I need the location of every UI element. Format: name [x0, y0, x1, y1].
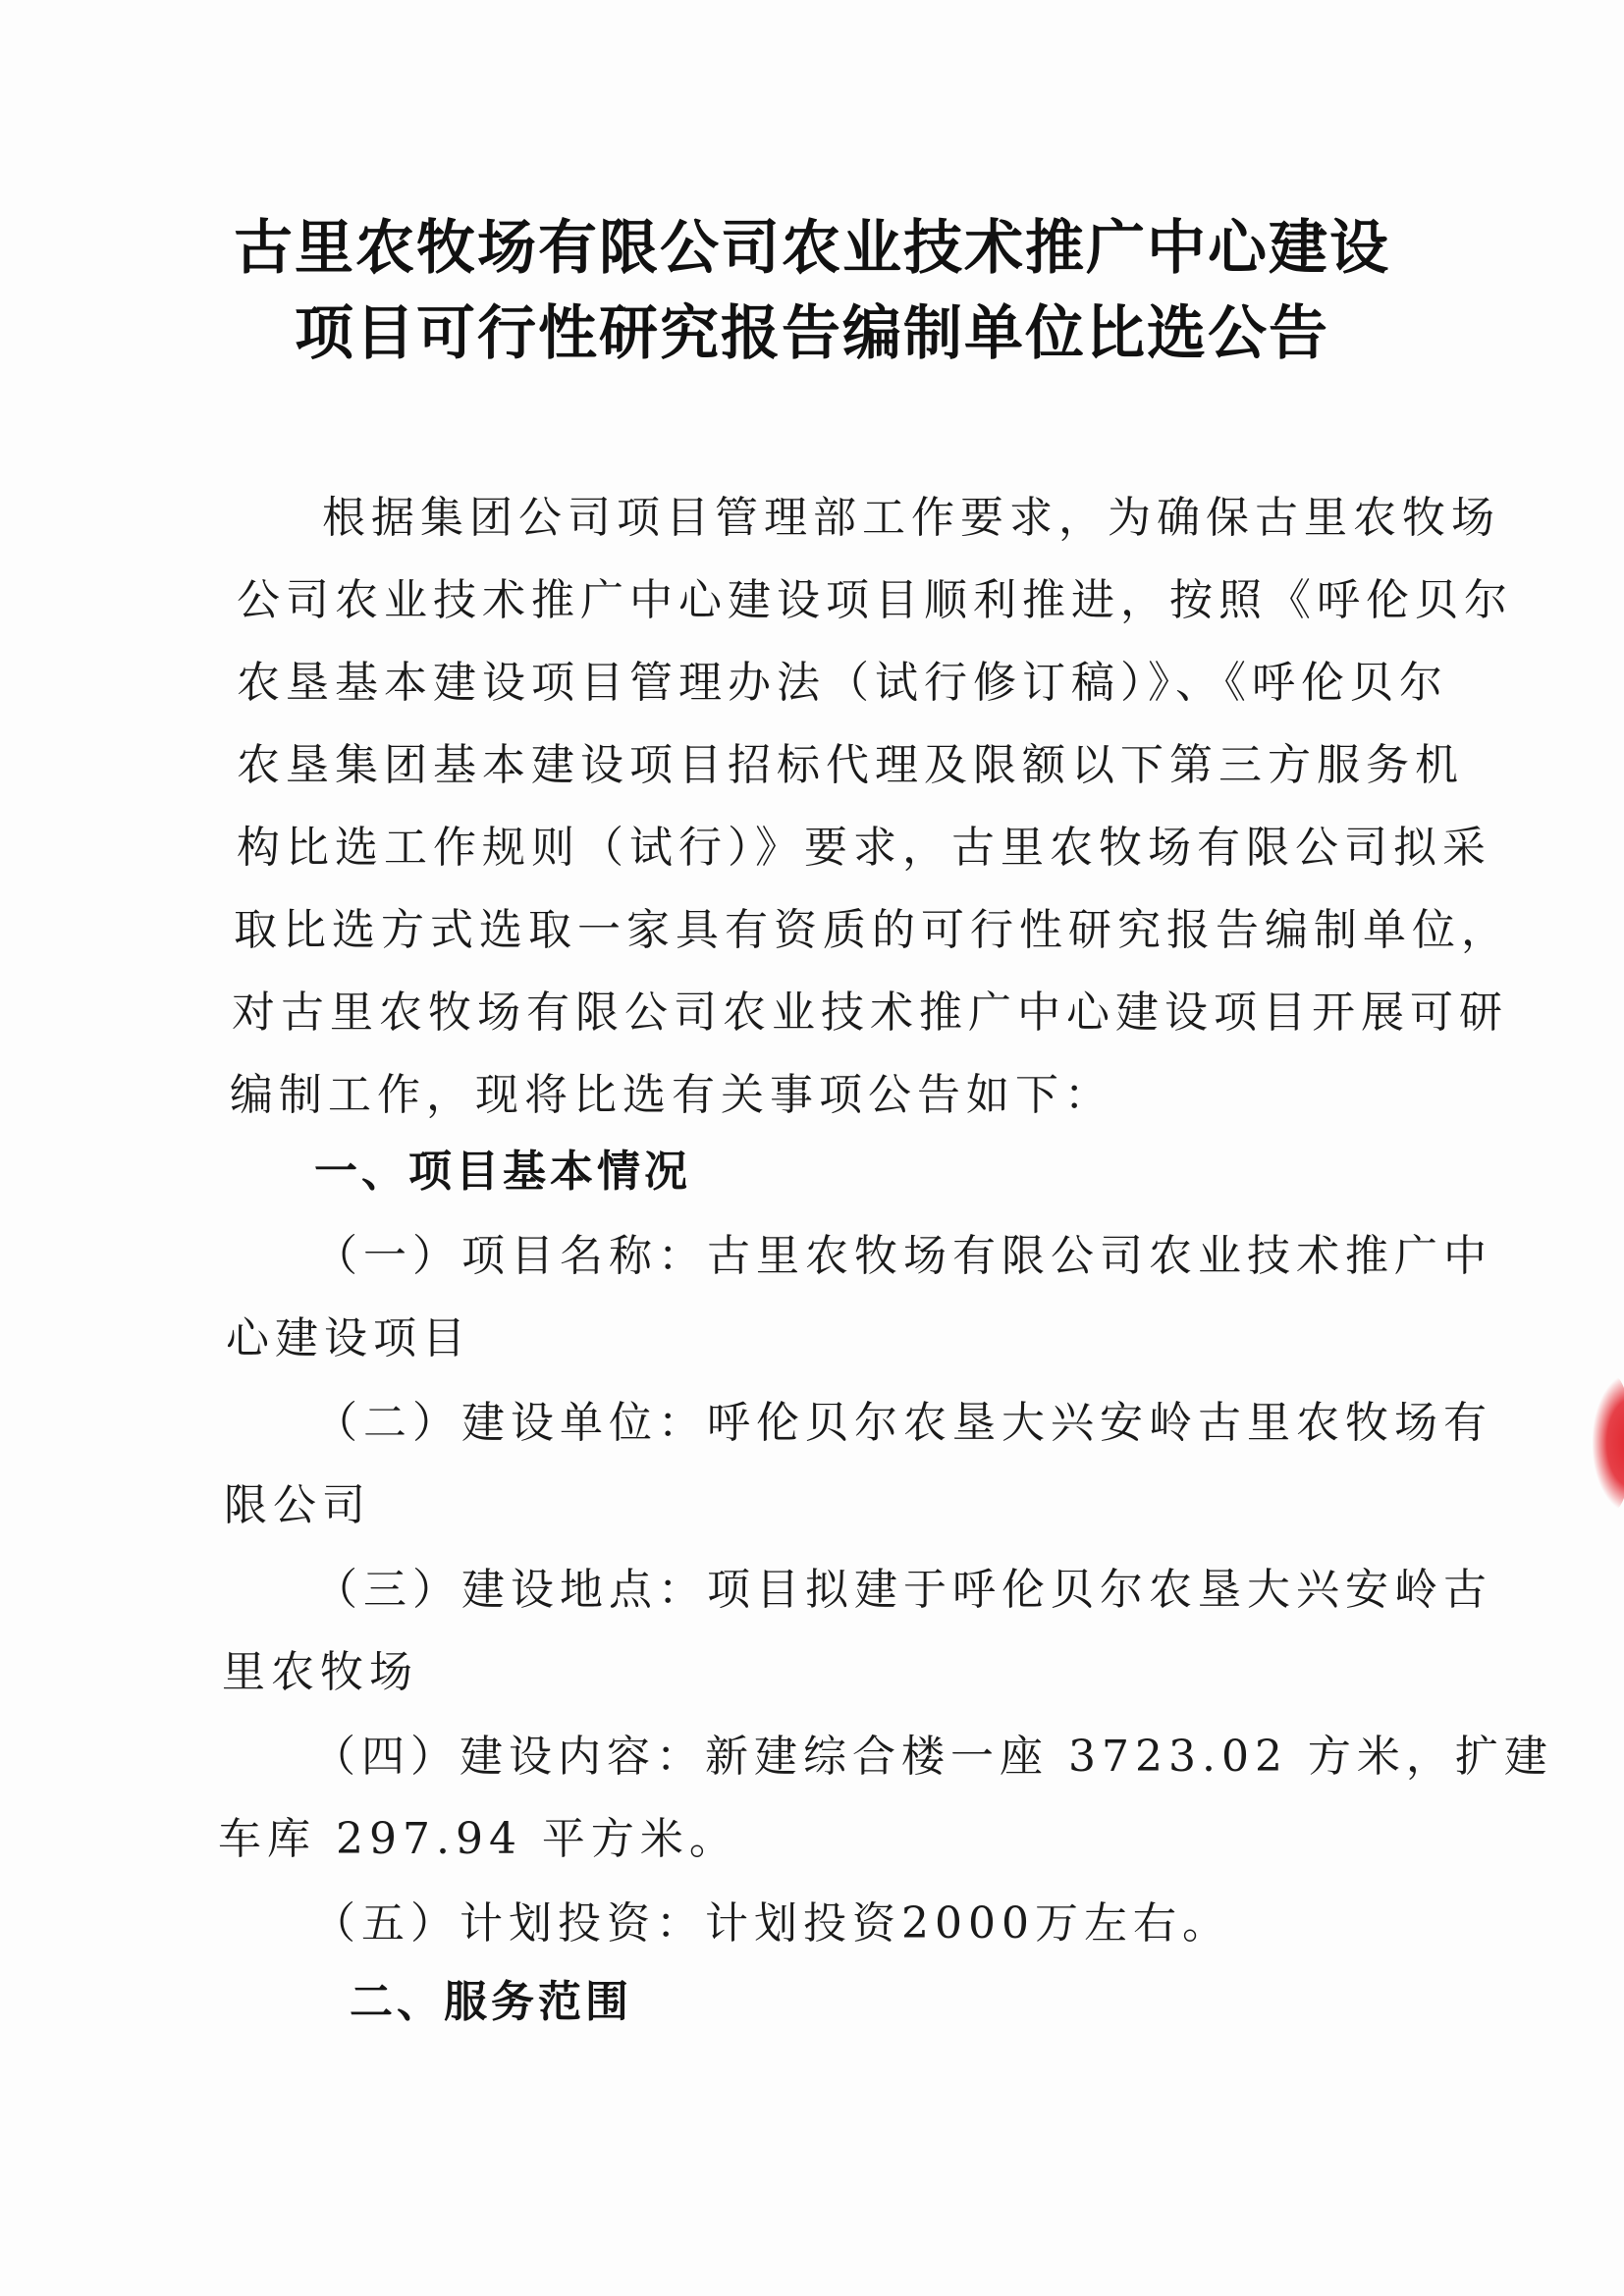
intro-line-4: 农垦集团基本建设项目招标代理及限额以下第三方服务机: [237, 740, 1464, 790]
item-3-line-2: 里农牧场: [222, 1647, 418, 1697]
intro-line-8: 编制工作，现将比选有关事项公告如下：: [230, 1070, 1113, 1120]
intro-line-1: 根据集团公司项目管理部工作要求，为确保古里农牧场: [322, 493, 1500, 543]
intro-line-7: 对古里农牧场有限公司农业技术推广中心建设项目开展可研: [232, 988, 1508, 1038]
seal-stamp-edge: [1593, 1374, 1624, 1512]
intro-line-5: 构比选工作规则（试行）》要求，古里农牧场有限公司拟采: [237, 823, 1491, 873]
intro-line-3: 农垦基本建设项目管理办法（试行修订稿）》、《呼伦贝尔: [237, 658, 1448, 708]
document-title-line-2: 项目可行性研究报告编制单位比选公告: [295, 299, 1329, 368]
intro-line-6: 取比选方式选取一家具有资质的可行性研究报告编制单位，: [234, 905, 1510, 955]
item-1-line-1: （一）项目名称：古里农牧场有限公司农业技术推广中: [314, 1231, 1492, 1281]
item-2-line-1: （二）建设单位：呼伦贝尔农垦大兴安岭古里农牧场有: [314, 1398, 1492, 1448]
item-5-line-1: （五）计划投资：计划投资2000万左右。: [312, 1898, 1231, 1949]
item-1-line-2: 心建设项目: [226, 1313, 471, 1363]
item-2-line-2: 限公司: [224, 1480, 371, 1530]
item-4-line-1: （四）建设内容：新建综合楼一座 3723.02 方米，扩建: [312, 1732, 1553, 1782]
item-4-line-2: 车库 297.94 平方米。: [218, 1814, 738, 1864]
intro-line-2: 公司农业技术推广中心建设项目顺利推进，按照《呼伦贝尔: [237, 575, 1513, 625]
item-3-line-1: （三）建设地点：项目拟建于呼伦贝尔农垦大兴安岭古: [314, 1565, 1492, 1615]
section-1-heading: 一、项目基本情况: [314, 1147, 691, 1197]
document-title-line-1: 古里农牧场有限公司农业技术推广中心建设: [234, 214, 1390, 283]
section-2-heading: 二、服务范围: [350, 1977, 632, 2027]
